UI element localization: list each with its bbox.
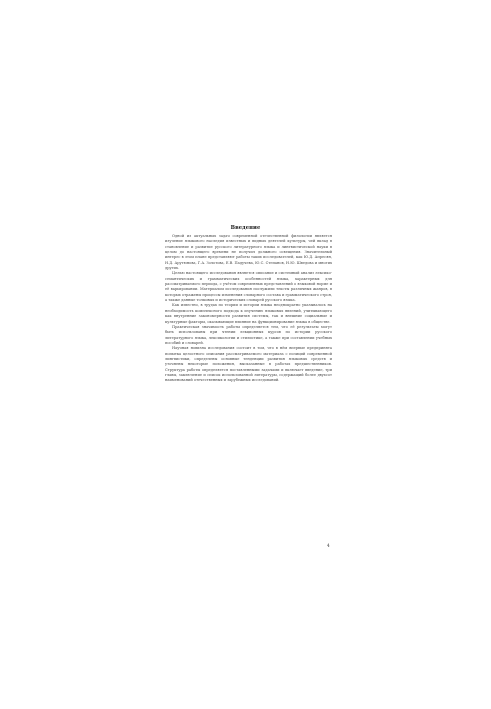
paragraph: Практическая значимость работы определяется тем, что её результаты могут быть использованы при чтении лекционных курсов по истории русского литературного языка, лексикологии и стилистике, а также при составлении учебных пособий и словарей. <box>165 324 332 345</box>
page-number: 4 <box>327 543 330 548</box>
paragraph: Целью настоящего исследования является описание и системный анализ лексико-семантических и грамматических особенностей языка, характерных для рассматриваемого периода, с учётом современных представлений о языковой норме и её варьировании. Материалом исследования послужили тексты различных жанров, в которых отражены процессы изменения словарного состава и грамматического строя, а также данные толковых и исторических словарей русского языка. <box>165 271 332 303</box>
paragraph: Как известно, в трудах по теории и истории языка неоднократно указывалось на необходимость комплексного подхода к изучению языковых явлений, учитывающего как внутренние закономерности развития системы, так и внешние социальные и культурные факторы, оказывающие влияние на функционирование языка в обществе. <box>165 303 332 324</box>
paragraph: Научная новизна исследования состоит в том, что в нём впервые предпринята попытка целостного описания рассматриваемого материала с позиций современной лингвистики, определены основные тенденции развития языковых средств и уточнены некоторые положения, высказанные в работах предшественников. Структура работы определяется поставленными задачами и включает введение, три главы, заключение и список использованной литературы, содержащий более двухсот наименований отечественных и зарубежных исследований. <box>165 346 332 383</box>
body-text <box>165 234 332 384</box>
paragraph: Одной из актуальных задач современной отечественной филологии является изучение языкового наследия известных и видных деятелей культуры, чей вклад в становление и развитие русского литературного языка и лингвистической науки в целом до настоящего времени не получил должного освещения. Значительный интерес в этом плане представляют работы таких исследователей, как Ю.Д. Апресян, Н.Д. Арутюнова, Г.А. Золотова, Е.В. Падучева, Ю.С. Степанов, Н.Ю. Шведова и многих других. <box>165 234 332 271</box>
section-heading: Введение <box>230 225 261 231</box>
